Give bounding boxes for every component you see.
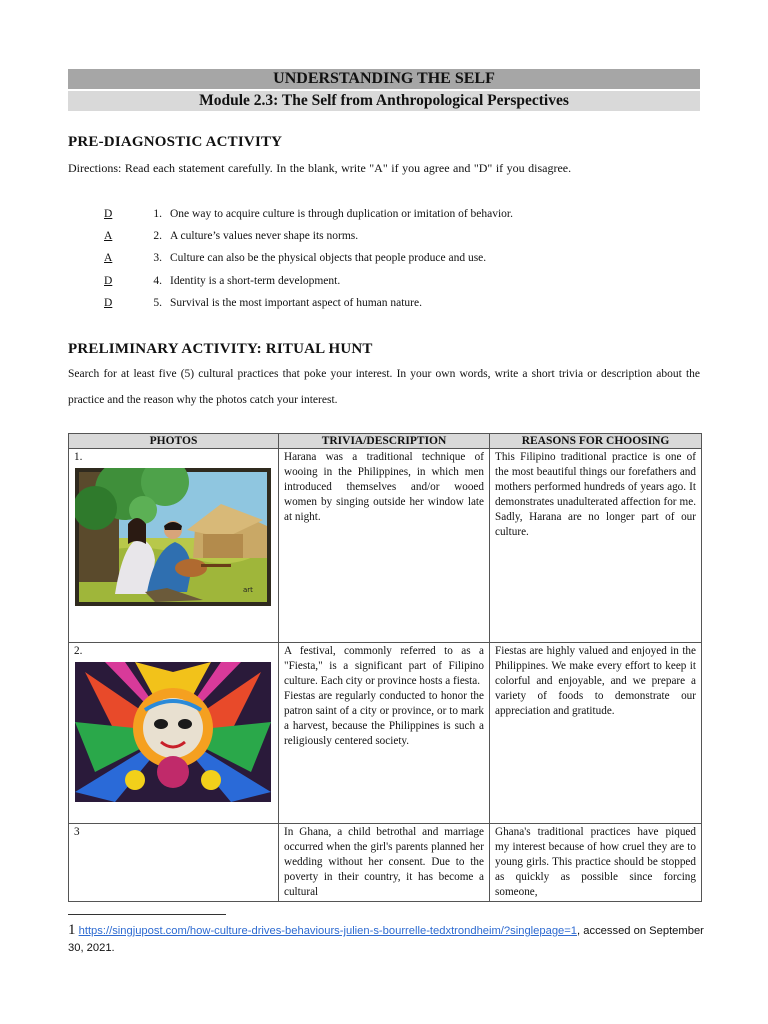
statement-text: Identity is a short-term development. xyxy=(170,275,341,287)
ritual-hunt-table xyxy=(68,433,702,902)
trivia-text: A festival, commonly referred to as a "Fiesta," is a significant part of Filipino culture. Each city or province hosts a fiesta. xyxy=(284,645,484,687)
row-number: 1. xyxy=(74,451,83,463)
preliminary-heading: PRELIMINARY ACTIVITY: RITUAL HUNT xyxy=(68,341,373,357)
trivia-cell xyxy=(279,643,490,824)
table-row xyxy=(69,824,702,902)
statement-number: 2. xyxy=(153,230,162,242)
statement-item xyxy=(104,273,340,289)
trivia-text: Harana was a traditional technique of wooing in the Philippines, in which men introduced themselves and/or wooed women by singing outside her window late at night. xyxy=(284,451,484,523)
trivia-cell xyxy=(279,449,490,643)
statement-item xyxy=(104,206,513,222)
answer-blank[interactable]: D xyxy=(104,208,113,220)
reason-text: This Filipino traditional practice is one of the most beautiful things our forefathers and mothers performed hundreds of years ago. It demonstrates unadulterated affection for me. Sadly, Harana are no longer part of our culture. xyxy=(495,451,696,538)
directions-text: Directions: Read each statement carefully. In the blank, write "A" if you agree and "D" if you disagree. xyxy=(68,161,572,175)
reason-cell xyxy=(490,824,702,902)
footnote-marker: 1 xyxy=(68,922,76,938)
module-subtitle: Module 2.3: The Self from Anthropological Perspectives xyxy=(68,91,700,111)
statement-text: Culture can also be the physical objects that people produce and use. xyxy=(170,252,487,264)
table-row xyxy=(69,449,702,643)
column-header-photos: PHOTOS xyxy=(69,434,279,449)
column-header-trivia: TRIVIA/DESCRIPTION xyxy=(279,434,490,449)
statement-number: 1. xyxy=(153,208,162,220)
answer-blank[interactable]: A xyxy=(104,230,113,242)
statement-text: A culture’s values never shape its norms. xyxy=(170,230,359,242)
photo-cell xyxy=(69,643,279,824)
row-number: 2. xyxy=(74,645,83,657)
statement-item xyxy=(104,295,422,311)
statement-item xyxy=(104,250,486,266)
statement-text: One way to acquire culture is through duplication or imitation of behavior. xyxy=(170,208,513,220)
pre-diagnostic-heading: PRE-DIAGNOSTIC ACTIVITY xyxy=(68,134,283,150)
trivia-text: In Ghana, a child betrothal and marriage occurred when the girl's parents planned her wedding without her consent. Due to the poverty in their country, it has become a cultural xyxy=(284,826,484,898)
photo-cell xyxy=(69,824,279,902)
statement-text: Survival is the most important aspect of human nature. xyxy=(170,297,422,309)
harana-painting-image xyxy=(75,468,271,606)
answer-blank[interactable]: D xyxy=(104,275,113,287)
reason-text: Fiestas are highly valued and enjoyed in the Philippines. We make every effort to keep it colorful and enjoyable, and we prepare a variety of foods to demonstrate our appreciation and gratitude. xyxy=(495,645,696,717)
footnote xyxy=(68,922,708,957)
statement-number: 4. xyxy=(153,275,162,287)
statement-number: 5. xyxy=(153,297,162,309)
answer-blank[interactable]: D xyxy=(104,297,113,309)
reason-cell xyxy=(490,449,702,643)
reason-cell xyxy=(490,643,702,824)
footnote-link[interactable]: https://singjupost.com/how-culture-drives-behaviours-julien-s-bourrelle-tedxtrondheim/?singlepage=1 xyxy=(78,925,578,937)
preliminary-instructions: Search for at least five (5) cultural practices that poke your interest. In your own words, write a short trivia or description about the practice and the reason why the photos catch your interest. xyxy=(68,368,700,406)
column-header-reasons: REASONS FOR CHOOSING xyxy=(490,434,702,449)
answer-blank[interactable]: A xyxy=(104,252,113,264)
trivia-cell xyxy=(279,824,490,902)
festival-mask-image xyxy=(75,662,271,802)
statement-number: 3. xyxy=(153,252,162,264)
footnote-divider xyxy=(68,914,226,915)
statement-item xyxy=(104,228,358,244)
document-title: UNDERSTANDING THE SELF xyxy=(68,69,700,89)
trivia-text: Fiestas are regularly conducted to honor the patron saint of a city or province, or to mark a harvest, because the Philippines is such a religiously centered society. xyxy=(284,690,484,747)
table-header-row xyxy=(69,434,702,449)
row-number: 3 xyxy=(74,826,80,838)
footnote-suffix: , accessed on September 30, 2021. xyxy=(68,925,704,954)
photo-cell xyxy=(69,449,279,643)
table-row xyxy=(69,643,702,824)
svg-text:art: art xyxy=(243,586,253,594)
reason-text: Ghana's traditional practices have piqued my interest because of how cruel they are to young girls. This practice should be stopped as quickly as possible since forcing someone, xyxy=(495,826,696,898)
